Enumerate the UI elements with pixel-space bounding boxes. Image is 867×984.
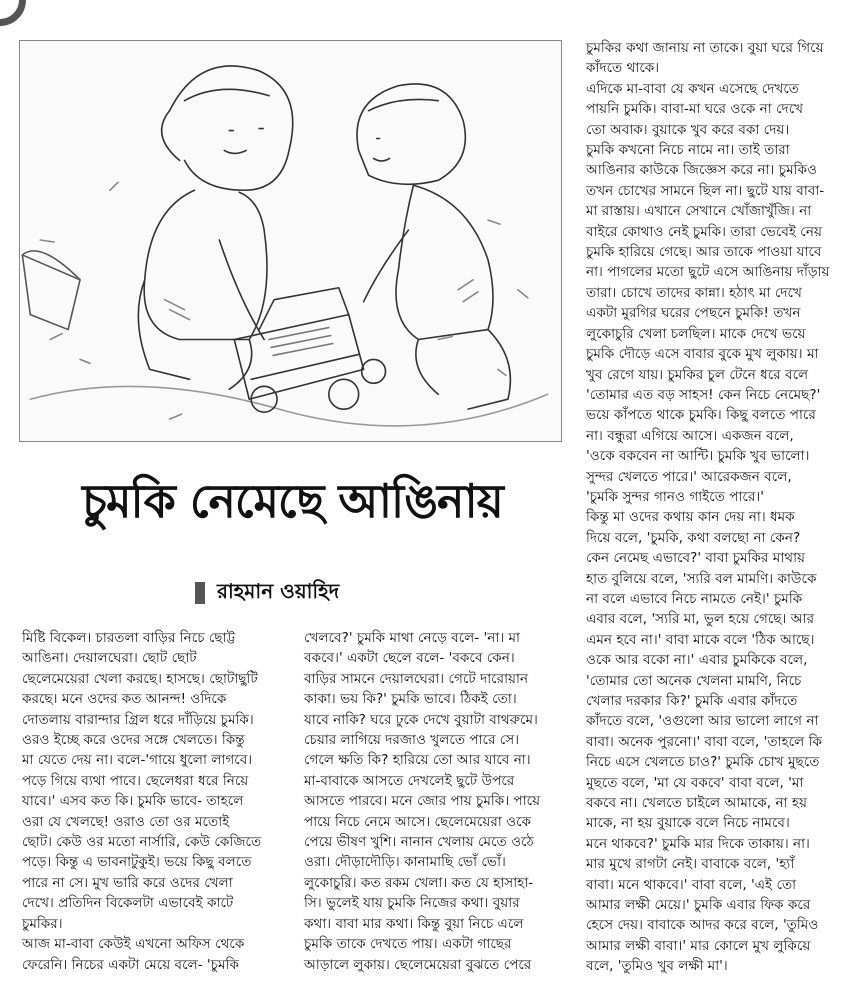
article-line: গেলে ক্ষতি কি? হারিয়ে তো আর যাবে না। xyxy=(304,752,531,769)
page-corner-mark xyxy=(0,0,26,26)
article-line: না বলে এভাবে নিচে নামতে নেই।' চুমকি xyxy=(586,590,803,607)
article-line: বাবা। মনে থাকবে।' বাবা বলে, 'এই তো xyxy=(586,876,797,893)
article-line: তারা। চোখে তাদের কান্না। হঠাৎ মা দেখে xyxy=(586,284,802,301)
article-line: পারে না সে। মুখ ভারি করে ওদের খেলা xyxy=(22,874,233,891)
article-line: এদিকে মা-বাবা যে কখন এসেছে দেখতে xyxy=(586,80,799,97)
article-line: সি। ভুলেই যায় চুমকি নিজের কথা। বুয়ার xyxy=(304,895,520,912)
article-line: দিয়ে বলে, 'চুমকি, কথা বলছো না কেন? xyxy=(586,529,801,546)
article-line: আড়ালে লুকায়। ছেলেমেয়েরা বুঝতে পেরে xyxy=(304,956,532,973)
article-line: মিষ্টি বিকেল। চারতলা বাড়ির নিচে ছোট্ট xyxy=(22,630,236,646)
article-line: ভয়ে কাঁপতে থাকে চুমকি। কিছু বলতে পারে xyxy=(586,407,816,424)
article-line: বলে, 'তুমিও খুব লক্ষী মা'। xyxy=(586,958,728,975)
article-line: মুছতে বলে, 'মা যে বকবে' বাবা বলে, 'মা xyxy=(586,774,804,791)
author-name: রাহমান ওয়াহিদ xyxy=(217,578,340,603)
article-line: মা যেতে দেয় না। বলে-'গায়ে ধুলো লাগবে। xyxy=(22,752,253,769)
article-line: মার মুখে রাগটা নেই। বাবাকে বলে, 'হ্যাঁ xyxy=(586,856,795,873)
article-line: ছেলেমেয়েরা খেলা করছে। হাসছে। ছোটাছুটি xyxy=(22,670,258,687)
article-line: চেয়ার লাগিয়ে দরজাও খুলতে পারে সে। xyxy=(304,732,520,749)
article-line: চুমকির। xyxy=(22,915,63,932)
article-line: নিচে এসে খেলতে চাও?' চুমকি চোখ মুছতে xyxy=(586,754,820,771)
article-line: চুমকি কখনো নিচে নামে না। তাই তারা xyxy=(586,142,790,159)
article-line: পায়ে নিচে নেমে আসে। ছেলেমেয়েরা ওকে xyxy=(304,813,532,830)
article-line: বাইরে কোথাও নেই চুমকি। তারা ভেবেই নেয় xyxy=(586,223,822,240)
article-line: ছোট। কেউ ওর মতো নার্সারি, কেউ কেজিতে xyxy=(22,834,262,851)
article-line: এমন হবে না।' বাবা মাকে বলে 'ঠিক আছে। xyxy=(586,631,815,648)
byline-marker xyxy=(195,582,205,604)
article-line: না। পাগলের মতো ছুটে এসে আঙিনায় দাঁড়ায় xyxy=(586,264,830,281)
article-line: খেলবে?' চুমকি মাথা নেড়ে বলে- 'না। মা xyxy=(304,630,520,646)
article-line: দোতলায় বারান্দার গ্রিল ধরে দাঁড়িয়ে চুমকি। xyxy=(22,711,254,728)
article-line: আমার লক্ষী বাবা।' মার কোলে মুখ লুকিয়ে xyxy=(586,937,811,954)
article-line: এবার বলে, 'স্যরি মা, ভুল হয়ে গেছে। আর xyxy=(586,611,815,628)
article-line: করছে। মনে ওদের কত আনন্দ! ওদিকে xyxy=(22,691,227,708)
article-line: দেখে। প্রতিদিন বিকেলটা এভাবেই কাটে xyxy=(22,895,234,912)
article-line: 'ওকে বকবেন না আন্টি। চুমকি খুব ভালো। xyxy=(586,448,810,465)
article-line: খুব রেগে যায়। চুমকির চুল টেনে ধরে বলে xyxy=(586,366,809,383)
article-line: মনে থাকবে?' চুমকি মার দিকে তাকায়। না। xyxy=(586,835,810,852)
story-illustration xyxy=(19,40,562,442)
article-line: হেসে দেয়। বাবাকে আদর করে বলে, 'তুমিও xyxy=(586,917,819,934)
article-column-1 xyxy=(22,628,300,975)
article-line: 'তোমার তো অনেক খেলনা মামণি, নিচে xyxy=(586,672,802,689)
article-title: চুমকি নেমেছে আঙিনায় xyxy=(82,474,503,528)
byline xyxy=(195,578,339,608)
article-line: লুকোচুরি। কত রকম খেলা। কত যে হাসাহা- xyxy=(304,874,534,891)
article-line: বাবা। অনেক পুরনো।' বাবা বলে, 'তাহলে কি xyxy=(586,733,822,750)
article-line: ওরও ইচ্ছে করে ওদের সঙ্গে খেলতে। কিন্তু xyxy=(22,732,245,749)
article-line: কাঁদতে বলে, 'ওগুলো আর ভালো লাগে না xyxy=(586,713,819,730)
article-column-2 xyxy=(304,628,576,975)
article-line: চুমকির কথা জানায় না তাকে। বুয়া ঘরে গিয়ে xyxy=(586,40,824,56)
article-line: ফেরেনি। নিচের একটা মেয়ে বলে- 'চুমকি xyxy=(22,956,239,973)
article-line: বকবে না। খেলতে চাইলে আমাকে, না হয় xyxy=(586,795,807,812)
article-line: চুমকি তাকে দেখতে পায়। একটা গাছের xyxy=(304,936,512,953)
article-line: যাবে।' এসব কত কি। চুমকি ভাবে- তাহলে xyxy=(22,793,244,810)
article-line: বকবে।' একটা ছেলে বলে- 'বকবে কেন। xyxy=(304,650,515,667)
article-line: মা-বাবাকে আসতে দেখলেই ছুটে উপরে xyxy=(304,772,515,789)
article-line: ওকে আর বকো না।' এবার চুমকিকে বলে, xyxy=(586,652,808,669)
article-line: আজ মা-বাবা কেউই এখনো অফিস থেকে xyxy=(22,936,245,953)
children-playing-sketch-icon xyxy=(20,41,561,441)
article-line: খেলার দরকার কি?' চুমকি এবার কাঁদতে xyxy=(586,693,798,709)
article-column-3 xyxy=(586,38,862,977)
article-line: ওরা। দৌড়াদৌড়ি। কানামাছি ভোঁ ভোঁ। xyxy=(304,854,506,871)
article-line: পায়নি চুমকি। বাবা-মা ঘরে ওকে না দেখে xyxy=(586,101,804,118)
article-line: কিন্তু মা ওদের কথায় কান দেয় না। ধমক xyxy=(586,509,795,526)
article-line: কথা। বাবা মার কথা। কিন্তু বুয়া নিচে এলে xyxy=(304,915,524,932)
article-line: পড়ে গিয়ে ব্যথা পাবে। ছেলেধরা ধরে নিয়ে xyxy=(22,772,249,789)
article-line: আসতে পারবে। মনে জোর পায় চুমকি। পায়ে xyxy=(304,793,541,810)
article-line: আমার লক্ষী মেয়ে।' চুমকি এবার ফিক করে xyxy=(586,897,811,914)
article-line: তো অবাক। বুয়াকে খুব করে বকা দেয়। xyxy=(586,121,790,138)
article-line: 'তোমার এত বড় সাহস! কেন নিচে নেমেছ?' xyxy=(586,386,821,403)
article-line: লুকোচুরি খেলা চলছিল। মাকে দেখে ভয়ে xyxy=(586,325,806,342)
article-line: কেন নেমেছ এভাবে?' বাবা চুমকির মাথায় xyxy=(586,550,806,567)
article-line: আঙিনা। দেয়ালঘেরা। ছোট ছোট xyxy=(22,650,197,667)
article-line: আঙিনার কাউকে জিজ্ঞেস করে না। চুমকিও xyxy=(586,162,818,179)
article-line: চুমকি দৌড়ে এসে বাবার বুকে মুখ লুকায়। মা xyxy=(586,346,819,363)
article-line: কাঁদতে থাকে। xyxy=(586,60,660,77)
article-line: না। বন্ধুরা এগিয়ে আসে। একজন বলে, xyxy=(586,427,794,444)
article-line: 'চুমকি সুন্দর গানও গাইতে পারে।' xyxy=(586,488,764,505)
article-line: কাকা। ভয় কি?' চুমকি ভাবে। ঠিকই তো। xyxy=(304,691,517,708)
article-line: একটা মুরগির ঘরের পেছনে চুমকি! তখন xyxy=(586,305,801,322)
article-line: ওরা যে খেলছে! ওরাও তো ওর মতোই xyxy=(22,813,230,830)
article-line: যাবে নাকি? ঘরে ঢুকে দেখে বুয়াটা বাথরুমে। xyxy=(304,711,538,728)
article-line: মা রাস্তায়। এখানে সেখানে খোঁজাখুঁজি। না xyxy=(586,203,812,220)
article-line: বাড়ির সামনে দেয়ালঘেরা। গেটে দারোয়ান xyxy=(304,670,529,687)
article-line: পড়ে। কিন্তু এ ভাবনাটুকুই। ভয়ে কিছু বলতে xyxy=(22,854,252,871)
article-line: তখন চোখের সামনে ছিল না। ছুটে যায় বাবা- xyxy=(586,182,825,199)
article-line: মাকে, না হয় বুয়াকে বলে নিচে নামবে। xyxy=(586,815,790,832)
article-line: চুমকি হারিয়ে গেছে। আর তাকে পাওয়া যাবে xyxy=(586,244,822,261)
article-line: হাত বুলিয়ে বলে, 'স্যরি বল মামণি। কাউকে xyxy=(586,570,817,587)
article-line: পেয়ে ভীষণ খুশি। নানান খেলায় মেতে ওঠে xyxy=(304,834,534,851)
article-line: সুন্দর খেলতে পারে।' আরেকজন বলে, xyxy=(586,468,792,485)
